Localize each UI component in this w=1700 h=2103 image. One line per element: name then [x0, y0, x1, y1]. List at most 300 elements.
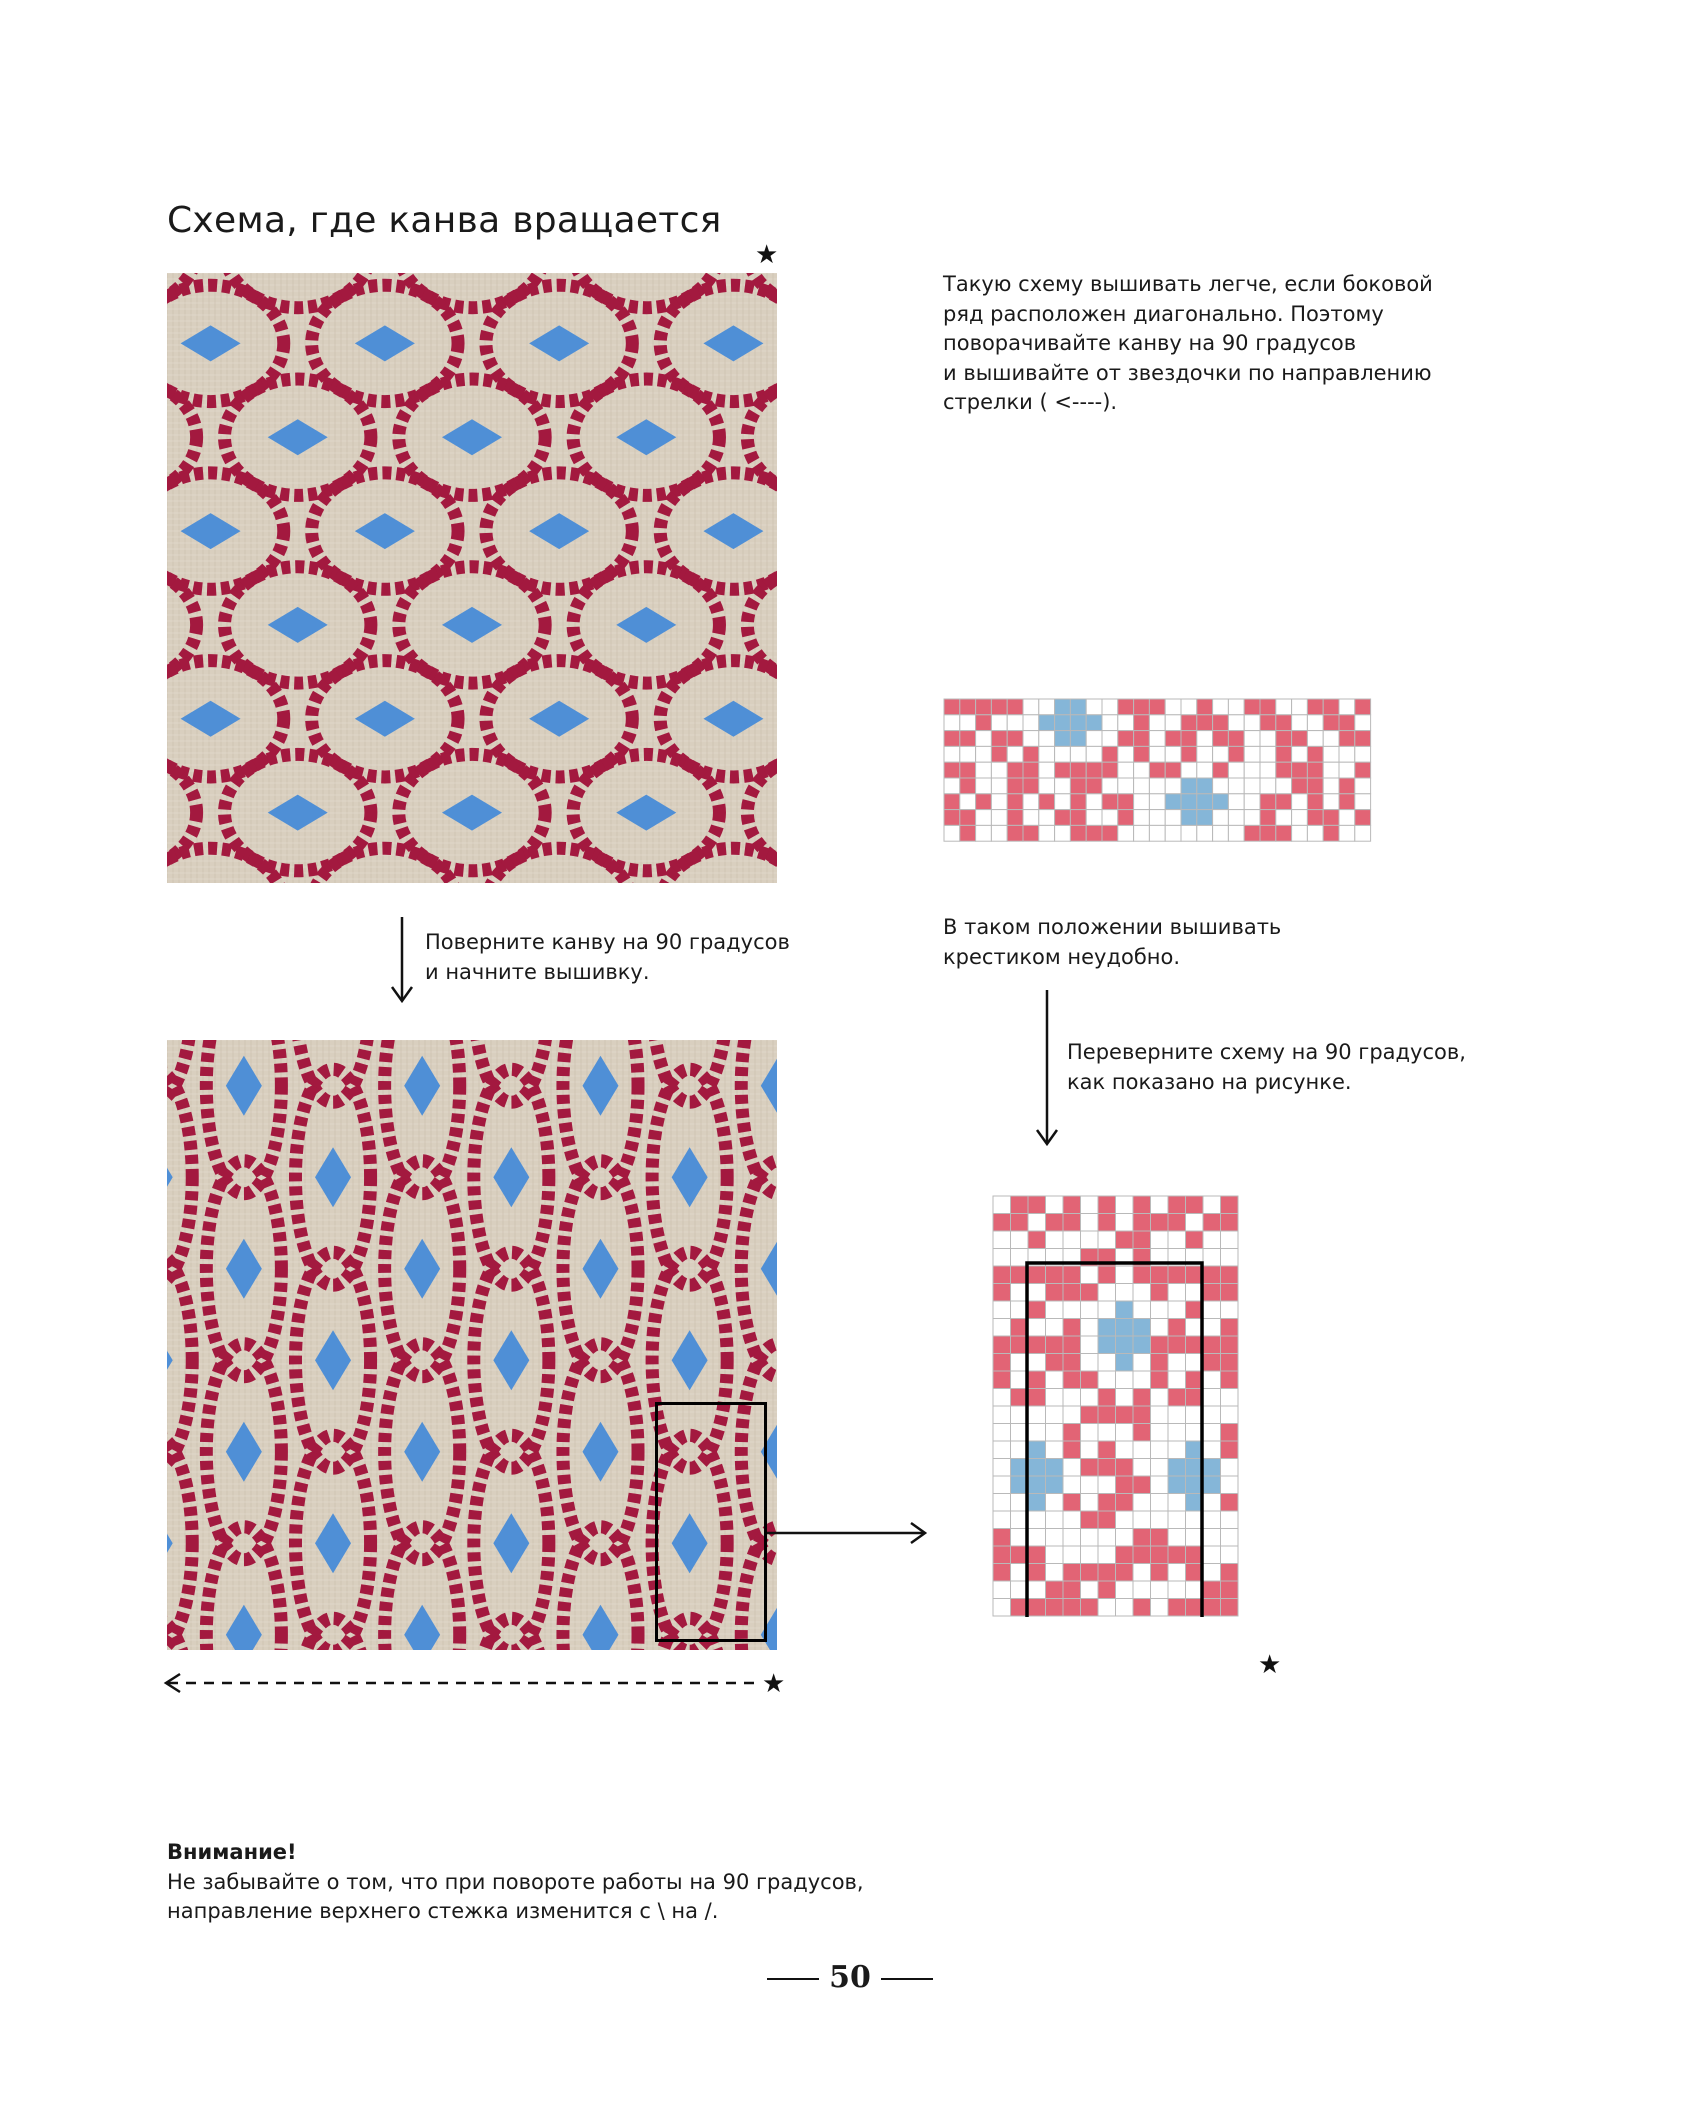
- grid-cell: [944, 731, 960, 747]
- dashed-left-arrow-icon: [160, 1668, 800, 1698]
- grid-cell: [1260, 762, 1276, 778]
- grid-cell: [1028, 1336, 1046, 1354]
- grid-cell: [1221, 1371, 1239, 1389]
- grid-cell: [1055, 778, 1071, 794]
- grid-cell: [1081, 1424, 1099, 1442]
- grid-cell: [1149, 762, 1165, 778]
- grid-cell: [1028, 1459, 1046, 1477]
- grid-cell: [1063, 1336, 1081, 1354]
- grid-cell: [1213, 794, 1229, 810]
- rotate-canvas-line: Поверните канву на 90 градусов: [425, 930, 790, 954]
- grid-cell: [1213, 778, 1229, 794]
- grid-cell: [1046, 1266, 1064, 1284]
- grid-cell: [1244, 825, 1260, 841]
- grid-cell: [944, 762, 960, 778]
- grid-cell: [1063, 1494, 1081, 1512]
- inconvenient-line: крестиком неудобно.: [943, 944, 1181, 969]
- grid-cell: [1203, 1284, 1221, 1302]
- grid-cell: [1116, 1459, 1134, 1477]
- grid-cell: [1168, 1371, 1186, 1389]
- grid-cell: [1039, 810, 1055, 826]
- grid-cell: [1244, 778, 1260, 794]
- flip-scheme-line: Переверните схему на 90 градусов,: [1067, 1040, 1466, 1064]
- grid-cell: [1186, 1231, 1204, 1249]
- grid-cell: [1055, 731, 1071, 747]
- grid-cell: [993, 1301, 1011, 1319]
- grid-cell: [1276, 699, 1292, 715]
- grid-cell: [1276, 810, 1292, 826]
- grid-cell: [1168, 1406, 1186, 1424]
- grid-cell: [1260, 825, 1276, 841]
- grid-cell: [993, 1494, 1011, 1512]
- grid-cell: [960, 825, 976, 841]
- grid-cell: [1151, 1441, 1169, 1459]
- grid-cell: [1168, 1231, 1186, 1249]
- grid-cell: [991, 778, 1007, 794]
- grid-cell: [993, 1266, 1011, 1284]
- grid-cell: [991, 699, 1007, 715]
- grid-cell: [1046, 1529, 1064, 1547]
- grid-cell: [1063, 1371, 1081, 1389]
- grid-cell: [1307, 746, 1323, 762]
- grid-cell: [1133, 1371, 1151, 1389]
- grid-cell: [1116, 1301, 1134, 1319]
- grid-cell: [1151, 1564, 1169, 1582]
- grid-cell: [1086, 778, 1102, 794]
- grid-cell: [1070, 825, 1086, 841]
- grid-cell: [1203, 1301, 1221, 1319]
- grid-cell: [1086, 825, 1102, 841]
- grid-cell: [993, 1599, 1011, 1617]
- grid-cell: [1098, 1599, 1116, 1617]
- grid-cell: [1098, 1284, 1116, 1302]
- grid-cell: [1118, 699, 1134, 715]
- page-number-rule: [881, 1978, 933, 1980]
- grid-cell: [993, 1371, 1011, 1389]
- grid-cell: [1151, 1511, 1169, 1529]
- grid-cell: [1063, 1441, 1081, 1459]
- grid-cell: [1203, 1581, 1221, 1599]
- page-number-rule: [767, 1978, 819, 1980]
- grid-cell: [1339, 762, 1355, 778]
- grid-cell: [1023, 794, 1039, 810]
- grid-cell: [1203, 1424, 1221, 1442]
- grid-cell: [1168, 1546, 1186, 1564]
- grid-cell: [1133, 1266, 1151, 1284]
- grid-cell: [1007, 778, 1023, 794]
- grid-cell: [960, 731, 976, 747]
- grid-cell: [1168, 1441, 1186, 1459]
- grid-cell: [1055, 746, 1071, 762]
- grid-cell: [1149, 825, 1165, 841]
- right-arrow-icon: [765, 1518, 930, 1548]
- grid-cell: [991, 731, 1007, 747]
- grid-cell: [1221, 1319, 1239, 1337]
- grid-cell: [1007, 810, 1023, 826]
- grid-cell: [1221, 1459, 1239, 1477]
- grid-cell: [1165, 810, 1181, 826]
- grid-cell: [944, 715, 960, 731]
- grid-cell: [1134, 762, 1150, 778]
- grid-cell: [1081, 1301, 1099, 1319]
- grid-cell: [1133, 1424, 1151, 1442]
- grid-cell: [1339, 810, 1355, 826]
- grid-cell: [1023, 715, 1039, 731]
- grid-cell: [1081, 1511, 1099, 1529]
- grid-cell: [993, 1441, 1011, 1459]
- grid-cell: [1063, 1511, 1081, 1529]
- grid-cell: [1133, 1336, 1151, 1354]
- grid-cell: [1023, 699, 1039, 715]
- grid-cell: [1028, 1196, 1046, 1214]
- grid-cell: [944, 794, 960, 810]
- grid-cell: [1355, 715, 1371, 731]
- grid-cell: [1307, 699, 1323, 715]
- grid-cell: [1181, 731, 1197, 747]
- grid-cell: [1197, 715, 1213, 731]
- grid-cell: [1118, 778, 1134, 794]
- grid-cell: [1244, 794, 1260, 810]
- grid-cell: [1168, 1459, 1186, 1477]
- grid-cell: [960, 762, 976, 778]
- grid-cell: [1307, 825, 1323, 841]
- grid-cell: [1007, 762, 1023, 778]
- grid-cell: [1116, 1231, 1134, 1249]
- attention-note: [167, 1838, 864, 1927]
- grid-cell: [1168, 1354, 1186, 1372]
- grid-cell: [1063, 1564, 1081, 1582]
- grid-cell: [1133, 1441, 1151, 1459]
- grid-cell: [1168, 1529, 1186, 1547]
- grid-cell: [1339, 794, 1355, 810]
- grid-cell: [993, 1406, 1011, 1424]
- grid-cell: [1063, 1231, 1081, 1249]
- grid-cell: [1133, 1459, 1151, 1477]
- grid-cell: [1118, 731, 1134, 747]
- grid-cell: [1276, 778, 1292, 794]
- grid-cell: [1086, 715, 1102, 731]
- grid-cell: [1118, 794, 1134, 810]
- grid-cell: [1168, 1581, 1186, 1599]
- end-star-icon: ★: [1258, 1650, 1282, 1680]
- grid-cell: [1070, 810, 1086, 826]
- grid-cell: [993, 1424, 1011, 1442]
- grid-cell: [1133, 1406, 1151, 1424]
- grid-cell: [1197, 794, 1213, 810]
- intro-line: Такую схему вышивать легче, если боковой: [943, 272, 1433, 296]
- grid-cell: [1228, 731, 1244, 747]
- grid-cell: [1151, 1581, 1169, 1599]
- grid-cell: [1221, 1266, 1239, 1284]
- grid-cell: [1228, 778, 1244, 794]
- grid-cell: [1081, 1371, 1099, 1389]
- grid-cell: [976, 810, 992, 826]
- down-arrow-icon: [388, 915, 416, 1005]
- grid-cell: [1098, 1581, 1116, 1599]
- grid-cell: [1292, 794, 1308, 810]
- grid-cell: [1081, 1284, 1099, 1302]
- grid-cell: [1292, 746, 1308, 762]
- grid-cell: [1081, 1441, 1099, 1459]
- grid-cell: [1046, 1581, 1064, 1599]
- grid-cell: [1116, 1564, 1134, 1582]
- grid-cell: [1098, 1511, 1116, 1529]
- grid-cell: [1028, 1284, 1046, 1302]
- grid-cell: [1197, 699, 1213, 715]
- grid-cell: [1228, 794, 1244, 810]
- grid-cell: [1070, 746, 1086, 762]
- grid-cell: [1307, 762, 1323, 778]
- grid-cell: [1151, 1599, 1169, 1617]
- grid-cell: [1023, 762, 1039, 778]
- grid-cell: [976, 731, 992, 747]
- grid-cell: [1260, 715, 1276, 731]
- grid-cell: [1307, 794, 1323, 810]
- grid-cell: [1028, 1424, 1046, 1442]
- grid-cell: [1055, 699, 1071, 715]
- grid-cell: [1228, 699, 1244, 715]
- grid-cell: [1203, 1214, 1221, 1232]
- grid-cell: [993, 1196, 1011, 1214]
- grid-cell: [1134, 731, 1150, 747]
- grid-cell: [1276, 715, 1292, 731]
- grid-cell: [1081, 1459, 1099, 1477]
- grid-cell: [1260, 731, 1276, 747]
- grid-cell: [944, 825, 960, 841]
- grid-cell: [1098, 1196, 1116, 1214]
- grid-cell: [1098, 1441, 1116, 1459]
- grid-cell: [1134, 778, 1150, 794]
- grid-cell: [1181, 794, 1197, 810]
- grid-cell: [1151, 1336, 1169, 1354]
- down-arrow-icon: [1033, 988, 1061, 1148]
- grid-cell: [1260, 778, 1276, 794]
- grid-cell: [1046, 1196, 1064, 1214]
- grid-cell: [1102, 794, 1118, 810]
- grid-cell: [1023, 731, 1039, 747]
- grid-cell: [1133, 1319, 1151, 1337]
- grid-cell: [1070, 699, 1086, 715]
- grid-cell: [1039, 731, 1055, 747]
- grid-cell: [1116, 1546, 1134, 1564]
- grid-cell: [1046, 1301, 1064, 1319]
- grid-cell: [1070, 794, 1086, 810]
- grid-cell: [1307, 810, 1323, 826]
- grid-cell: [1086, 731, 1102, 747]
- grid-cell: [1134, 715, 1150, 731]
- grid-cell: [1165, 731, 1181, 747]
- grid-cell: [1039, 699, 1055, 715]
- grid-cell: [1260, 794, 1276, 810]
- grid-cell: [1028, 1546, 1046, 1564]
- grid-cell: [1028, 1301, 1046, 1319]
- grid-cell: [1011, 1214, 1029, 1232]
- grid-cell: [1063, 1301, 1081, 1319]
- grid-cell: [1116, 1371, 1134, 1389]
- grid-cell: [1081, 1494, 1099, 1512]
- grid-cell: [1046, 1231, 1064, 1249]
- grid-cell: [1039, 715, 1055, 731]
- grid-cell: [1203, 1354, 1221, 1372]
- grid-cell: [1116, 1424, 1134, 1442]
- grid-cell: [1081, 1354, 1099, 1372]
- grid-cell: [1116, 1266, 1134, 1284]
- grid-cell: [1028, 1494, 1046, 1512]
- grid-cell: [1046, 1459, 1064, 1477]
- grid-cell: [1133, 1196, 1151, 1214]
- grid-cell: [1046, 1511, 1064, 1529]
- grid-cell: [1221, 1389, 1239, 1407]
- grid-cell: [1063, 1581, 1081, 1599]
- grid-cell: [1151, 1389, 1169, 1407]
- grid-cell: [1028, 1406, 1046, 1424]
- grid-cell: [1151, 1459, 1169, 1477]
- intro-line: поворачивайте канву на 90 градусов: [943, 331, 1357, 355]
- grid-cell: [1133, 1546, 1151, 1564]
- grid-cell: [993, 1581, 1011, 1599]
- grid-cell: [1181, 699, 1197, 715]
- grid-cell: [1197, 778, 1213, 794]
- grid-cell: [1063, 1476, 1081, 1494]
- grid-cell: [1081, 1231, 1099, 1249]
- grid-cell: [1260, 810, 1276, 826]
- grid-cell: [1151, 1214, 1169, 1232]
- grid-cell: [1292, 762, 1308, 778]
- grid-cell: [1046, 1546, 1064, 1564]
- attention-heading: Внимание!: [167, 1840, 297, 1864]
- grid-cell: [1098, 1564, 1116, 1582]
- fabric-photo-original-image: [167, 273, 777, 883]
- grid-cell: [1102, 731, 1118, 747]
- grid-cell: [960, 699, 976, 715]
- grid-cell: [1165, 778, 1181, 794]
- grid-cell: [1055, 810, 1071, 826]
- grid-cell: [1151, 1319, 1169, 1337]
- grid-cell: [1116, 1476, 1134, 1494]
- grid-cell: [993, 1231, 1011, 1249]
- grid-cell: [1098, 1301, 1116, 1319]
- grid-cell: [1023, 778, 1039, 794]
- grid-cell: [1116, 1389, 1134, 1407]
- grid-cell: [1213, 825, 1229, 841]
- grid-cell: [993, 1459, 1011, 1477]
- rotate-canvas-line: и начните вышивку.: [425, 959, 650, 984]
- grid-cell: [976, 778, 992, 794]
- grid-cell: [1063, 1389, 1081, 1407]
- grid-cell: [1165, 715, 1181, 731]
- grid-cell: [993, 1354, 1011, 1372]
- dashed-arrow-star-icon: ★: [762, 1669, 786, 1699]
- grid-cell: [1168, 1266, 1186, 1284]
- grid-cell: [1081, 1336, 1099, 1354]
- grid-cell: [1181, 778, 1197, 794]
- grid-cell: [1151, 1266, 1169, 1284]
- grid-cell: [1081, 1581, 1099, 1599]
- grid-cell: [1276, 825, 1292, 841]
- grid-cell: [1046, 1214, 1064, 1232]
- grid-cell: [976, 825, 992, 841]
- grid-cell: [1116, 1406, 1134, 1424]
- grid-cell: [1151, 1354, 1169, 1372]
- grid-cell: [1118, 746, 1134, 762]
- grid-cell: [1063, 1529, 1081, 1547]
- grid-cell: [1102, 825, 1118, 841]
- grid-cell: [1221, 1196, 1239, 1214]
- grid-cell: [1098, 1319, 1116, 1337]
- grid-cell: [1221, 1424, 1239, 1442]
- grid-cell: [1203, 1546, 1221, 1564]
- grid-cell: [1116, 1319, 1134, 1337]
- grid-cell: [1098, 1354, 1116, 1372]
- grid-cell: [1292, 715, 1308, 731]
- grid-cell: [1323, 810, 1339, 826]
- grid-cell: [1063, 1196, 1081, 1214]
- grid-cell: [976, 699, 992, 715]
- grid-cell: [1276, 746, 1292, 762]
- grid-cell: [1221, 1581, 1239, 1599]
- grid-cell: [1244, 810, 1260, 826]
- grid-cell: [1151, 1476, 1169, 1494]
- grid-cell: [1028, 1441, 1046, 1459]
- grid-cell: [1102, 762, 1118, 778]
- grid-cell: [944, 699, 960, 715]
- grid-cell: [1260, 746, 1276, 762]
- grid-cell: [1213, 746, 1229, 762]
- grid-cell: [993, 1319, 1011, 1337]
- grid-cell: [1151, 1231, 1169, 1249]
- grid-cell: [1307, 731, 1323, 747]
- grid-cell: [960, 778, 976, 794]
- grid-cell: [1186, 1214, 1204, 1232]
- grid-cell: [1228, 762, 1244, 778]
- grid-cell: [1168, 1511, 1186, 1529]
- grid-cell: [1292, 699, 1308, 715]
- grid-cell: [1168, 1476, 1186, 1494]
- grid-cell: [1081, 1546, 1099, 1564]
- grid-cell: [993, 1214, 1011, 1232]
- grid-cell: [1039, 825, 1055, 841]
- page-number: [0, 1960, 1700, 1995]
- grid-cell: [976, 794, 992, 810]
- grid-cell: [1292, 731, 1308, 747]
- grid-cell: [1244, 762, 1260, 778]
- grid-cell: [991, 762, 1007, 778]
- grid-cell: [1168, 1599, 1186, 1617]
- flip-scheme-line: как показано на рисунке.: [1067, 1069, 1352, 1094]
- grid-cell: [1244, 746, 1260, 762]
- grid-cell: [1292, 825, 1308, 841]
- grid-cell: [1081, 1214, 1099, 1232]
- grid-cell: [1086, 794, 1102, 810]
- grid-cell: [1221, 1301, 1239, 1319]
- grid-cell: [1151, 1196, 1169, 1214]
- grid-cell: [1063, 1406, 1081, 1424]
- grid-cell: [1046, 1284, 1064, 1302]
- highlight-frame: [655, 1402, 767, 1642]
- grid-cell: [1098, 1214, 1116, 1232]
- scheme-horizontal: [943, 698, 1372, 842]
- grid-cell: [1168, 1196, 1186, 1214]
- grid-cell: [1221, 1599, 1239, 1617]
- grid-cell: [1046, 1336, 1064, 1354]
- grid-cell: [1197, 810, 1213, 826]
- grid-cell: [1102, 746, 1118, 762]
- grid-cell: [1133, 1564, 1151, 1582]
- grid-cell: [1081, 1319, 1099, 1337]
- grid-cell: [1007, 699, 1023, 715]
- intro-line: стрелки ( <----).: [943, 390, 1118, 414]
- grid-cell: [1098, 1494, 1116, 1512]
